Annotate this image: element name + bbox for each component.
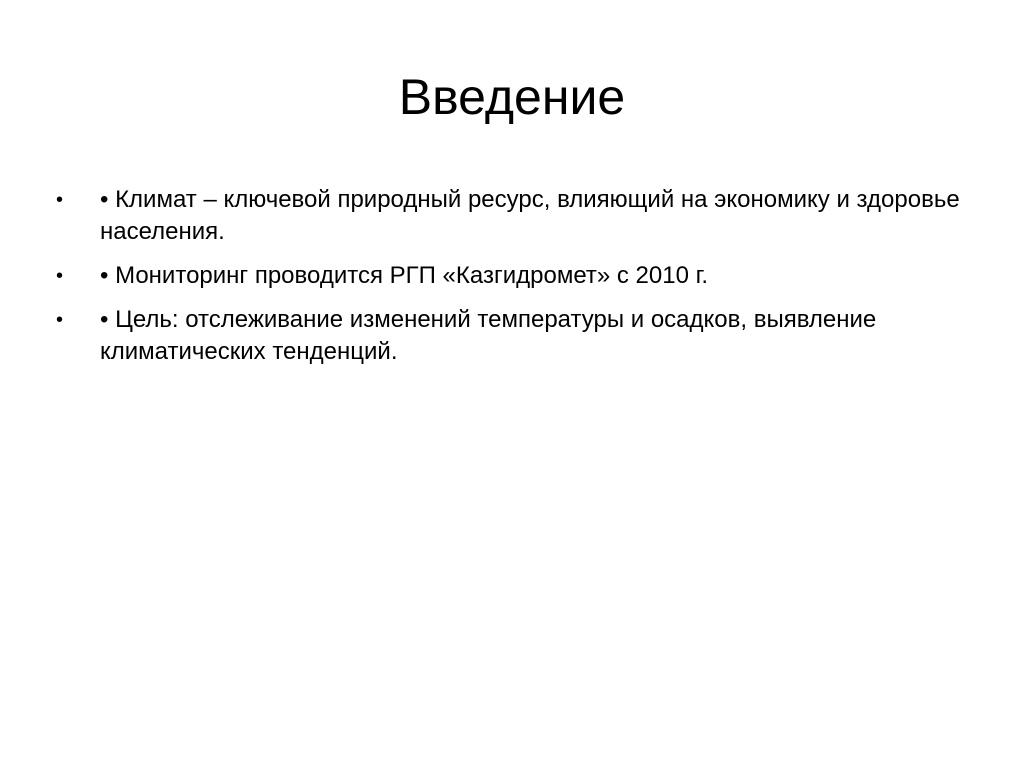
bullet-text: • Цель: отслеживание изменений температуры и осадков, выявление климатических тенденций. xyxy=(100,306,877,365)
bullet-list xyxy=(56,184,976,380)
slide-title: Введение xyxy=(398,69,626,125)
list-item xyxy=(56,260,976,292)
bullet-marker: • xyxy=(56,189,64,211)
bullet-text: • Климат – ключевой природный ресурс, влияющий на экономику и здоровье населения. xyxy=(100,186,960,245)
list-item xyxy=(56,304,976,368)
list-item xyxy=(56,184,976,248)
bullet-marker: • xyxy=(56,265,64,287)
bullet-marker: • xyxy=(56,309,64,331)
bullet-text: • Мониторинг проводится РГП «Казгидромет» с 2010 г. xyxy=(100,262,709,289)
